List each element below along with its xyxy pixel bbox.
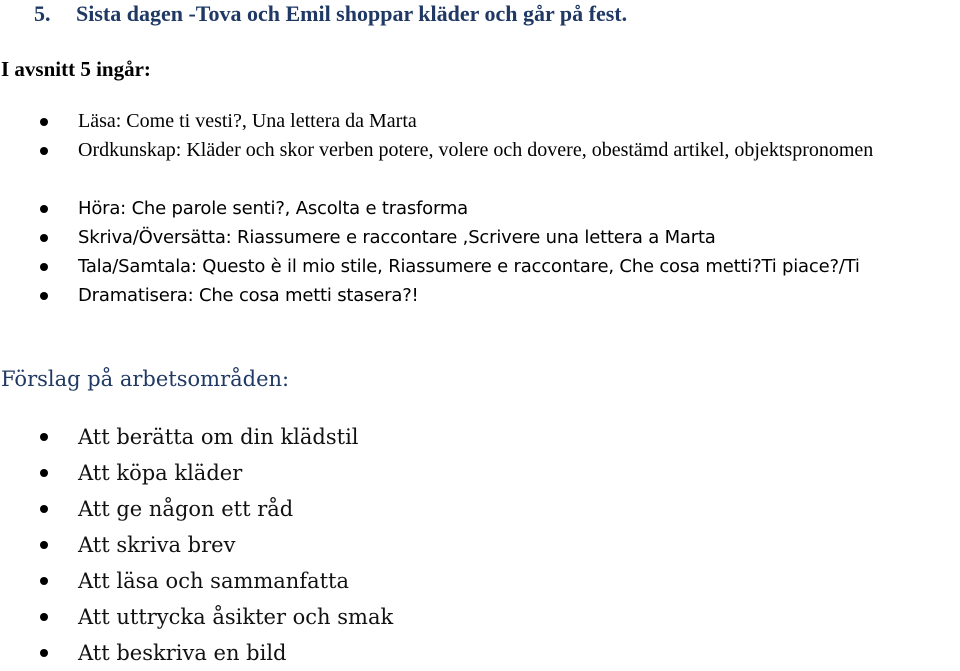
list-item-text: Höra: Che parole senti?, Ascolta e trasforma bbox=[78, 198, 468, 219]
list-item bbox=[0, 455, 393, 491]
list-item bbox=[0, 419, 393, 455]
list-item-text: Tala/Samtala: Questo è il mio stile, Riassumere e raccontare, Che cosa metti?Ti piace?/Ti bbox=[78, 256, 860, 277]
list-item-text: Att skriva brev bbox=[78, 533, 236, 557]
proposals-list bbox=[0, 419, 393, 671]
list-item-text: Ordkunskap: Kläder och skor verben potere, volere och dovere, obestämd artikel, objektspronomen bbox=[78, 139, 874, 161]
list-item bbox=[0, 107, 898, 136]
list-item bbox=[0, 491, 393, 527]
includes-heading: I avsnitt 5 ingår: bbox=[1, 57, 151, 81]
list-item bbox=[0, 281, 898, 310]
list-item-text: Att ge någon ett råd bbox=[78, 497, 294, 521]
list-item bbox=[0, 599, 393, 635]
list-item-text: Att uttrycka åsikter och smak bbox=[78, 605, 394, 629]
list-item bbox=[0, 563, 393, 599]
includes-list bbox=[0, 107, 898, 310]
list-item bbox=[0, 635, 393, 671]
section-heading bbox=[34, 0, 627, 28]
section-number: 5. bbox=[34, 1, 51, 26]
list-item-text: Dramatisera: Che cosa metti stasera?! bbox=[78, 285, 419, 306]
list-item bbox=[0, 527, 393, 563]
list-item bbox=[0, 252, 898, 281]
list-item-text: Skriva/Översätta: Riassumere e raccontare ,Scrivere una lettera a Marta bbox=[78, 227, 716, 248]
list-item-text: Läsa: Come ti vesti?, Una lettera da Marta bbox=[78, 110, 417, 132]
proposals-heading: Förslag på arbetsområden: bbox=[1, 367, 290, 391]
list-item bbox=[0, 194, 898, 223]
list-item bbox=[0, 223, 898, 252]
list-item bbox=[0, 136, 898, 194]
section-title: Sista dagen -Tova och Emil shoppar kläder och går på fest. bbox=[76, 1, 628, 26]
list-item-text: Att beskriva en bild bbox=[78, 641, 287, 665]
list-item-text: Att köpa kläder bbox=[78, 461, 243, 485]
list-item-text: Att berätta om din klädstil bbox=[78, 425, 359, 449]
list-item-text: Att läsa och sammanfatta bbox=[78, 569, 350, 593]
